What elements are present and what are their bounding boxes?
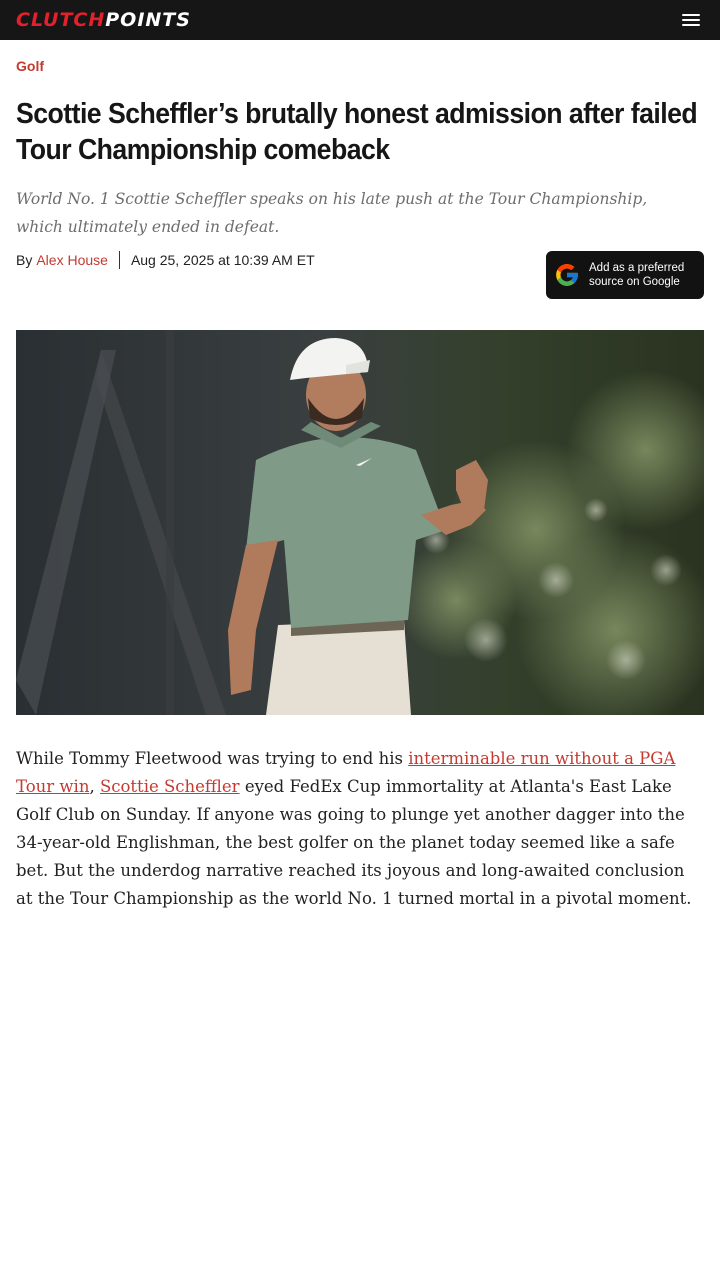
google-button-text [589, 261, 684, 289]
hero-image-golfer [16, 330, 704, 715]
body-text-2: , [89, 777, 100, 796]
article-subheadline: World No. 1 Scottie Scheffler speaks on his late push at the Tour Championship, which ultimately ended in defeat. [16, 190, 648, 236]
body-text-1: While Tommy Fleetwood was trying to end his [16, 749, 409, 768]
byline-divider [119, 251, 120, 269]
body-link-fleetwood-run[interactable]: interminable run without a PGA Tour win [16, 749, 676, 796]
top-navigation-bar [0, 0, 720, 40]
logo-points-text: POINTS [105, 9, 191, 31]
publish-date: Aug 25, 2025 at 10:39 AM ET [130, 252, 315, 268]
byline [16, 250, 315, 270]
google-g-icon [554, 262, 580, 288]
author-link[interactable]: Alex House [36, 252, 108, 268]
google-button-line2: source on Google [589, 276, 680, 288]
logo-clutch-text: CLUTCH [16, 9, 106, 31]
article-body-paragraph [16, 745, 706, 913]
article-headline: Scottie Scheffler’s brutally honest admission after failed Tour Championship comeback [16, 98, 698, 166]
body-link-scottie-scheffler[interactable]: Scottie Scheffler [99, 777, 240, 796]
body-text-3: eyed FedEx Cup immortality at Atlanta's East Lake Golf Club on Sunday. If anyone was going to plunge yet another dagger into the 34-year-old Englishman, the best golfer on the planet today seemed like a safe bet. But the underdog narrative reached its joyous and long-awaited conclusion at the Tour Championship as the world No. 1 turned mortal in a pivotal moment. [16, 777, 692, 908]
clutchpoints-logo[interactable] [16, 9, 191, 31]
hamburger-menu-icon[interactable] [680, 11, 702, 29]
category-link[interactable]: Golf [16, 58, 44, 74]
byline-prefix: By [16, 252, 33, 268]
add-preferred-source-google-button[interactable] [546, 251, 704, 299]
google-button-line1: Add as a preferred [589, 262, 685, 274]
